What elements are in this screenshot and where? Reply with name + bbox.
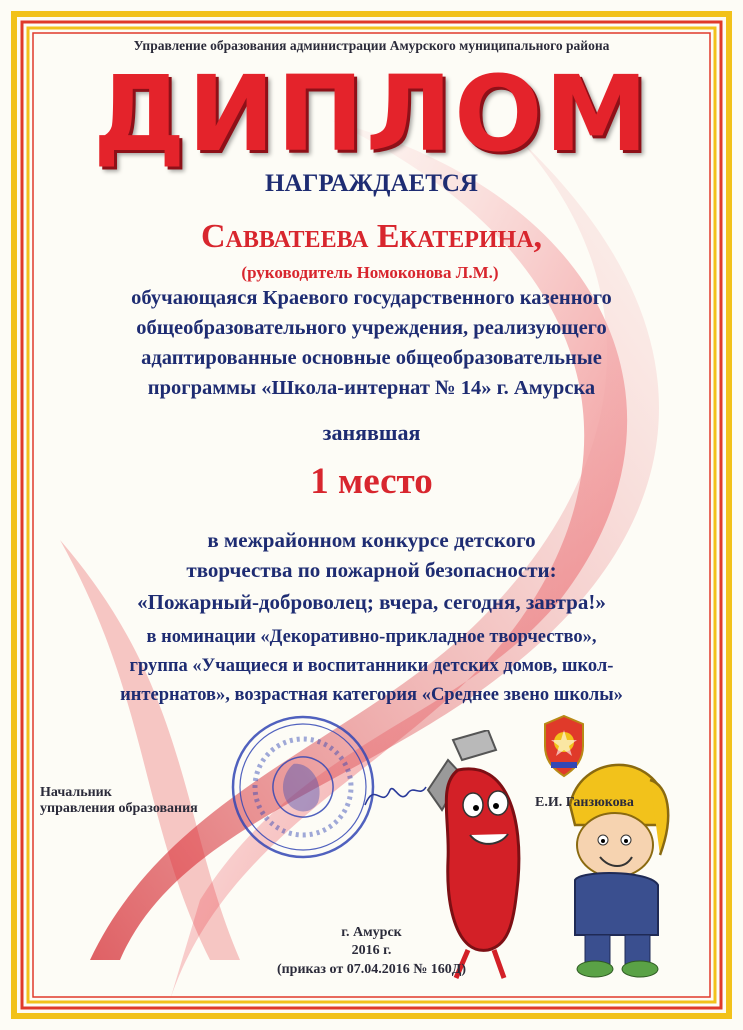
contest-name: «Пожарный-доброволец; вчера, сегодня, завтра!» [137,590,606,614]
signatory-title-line: управления образования [40,801,198,816]
year-label: 2016 г. [351,943,392,958]
recipient-name: Савватеева Екатерина, [200,218,543,255]
description-block [40,283,703,403]
order-label: (приказ от 07.04.2016 № 160Д) [276,962,467,977]
nomination-line: интернатов», возрастная категория «Среднее звено школы» [120,685,623,705]
description-line: программы «Школа-интернат № 14» г. Амурска [147,377,596,399]
signatory-name: Е.И. Ганзюкова [535,795,634,810]
place-label: 1 место [310,461,433,502]
mentor-line: (руководитель Номоконова Л.М.) [241,263,499,282]
description-line: адаптированные основные общеобразовательные [141,347,602,369]
signatory-title-line: Начальник [40,785,112,800]
organization-header: Управление образования администрации Амурского муниципального района [133,38,610,53]
city-label: г. Амурск [341,925,402,940]
description-line: общеобразовательного учреждения, реализующего [136,317,607,339]
took-label: занявшая [322,420,421,445]
nomination-line: в номинации «Декоративно-прикладное творчество», [146,627,597,647]
nomination-line: группа «Учащиеся и воспитанники детских домов, школ- [129,656,614,676]
diploma-title: ДИПЛОМ [93,53,650,175]
contest-line: творчества по пожарной безопасности: [186,558,557,582]
awarded-label: НАГРАЖДАЕТСЯ [265,170,478,197]
contest-line: в межрайонном конкурсе детского [207,528,536,552]
nomination-block [40,623,703,710]
signatory-title [40,785,198,817]
official-stamp [228,712,378,862]
description-line: обучающаяся Краевого государственного казенного [131,287,612,309]
contest-block [40,525,703,585]
